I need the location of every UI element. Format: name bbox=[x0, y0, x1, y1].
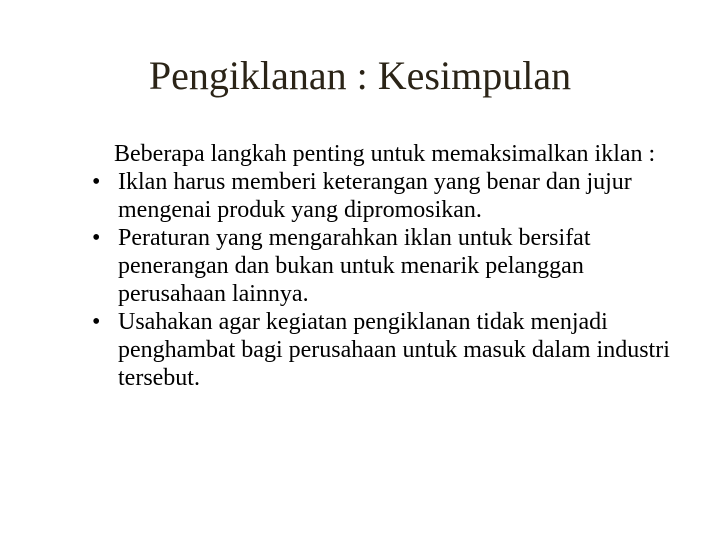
bullet-icon: • bbox=[92, 225, 101, 251]
bullet-text: Peraturan yang mengarahkan iklan untuk bersifat penerangan dan bukan untuk menarik pelanggan perusahaan lainnya. bbox=[118, 225, 591, 307]
intro-text: Beberapa langkah penting untuk memaksimalkan iklan : bbox=[114, 141, 656, 167]
slide-body bbox=[92, 140, 692, 392]
bullet-icon: • bbox=[92, 309, 101, 335]
bullet-item bbox=[92, 308, 692, 392]
bullet-text: Usahakan agar kegiatan pengiklanan tidak menjadi penghambat bagi perusahaan untuk masuk dalam industri tersebut. bbox=[118, 309, 670, 391]
bullet-text: Iklan harus memberi keterangan yang benar dan jujur mengenai produk yang dipromosikan. bbox=[118, 169, 632, 223]
bullet-item bbox=[92, 224, 692, 308]
slide-title: Pengiklanan : Kesimpulan bbox=[148, 53, 572, 98]
bullet-icon: • bbox=[92, 169, 101, 195]
bullet-list bbox=[92, 168, 692, 392]
bullet-item bbox=[92, 168, 692, 224]
